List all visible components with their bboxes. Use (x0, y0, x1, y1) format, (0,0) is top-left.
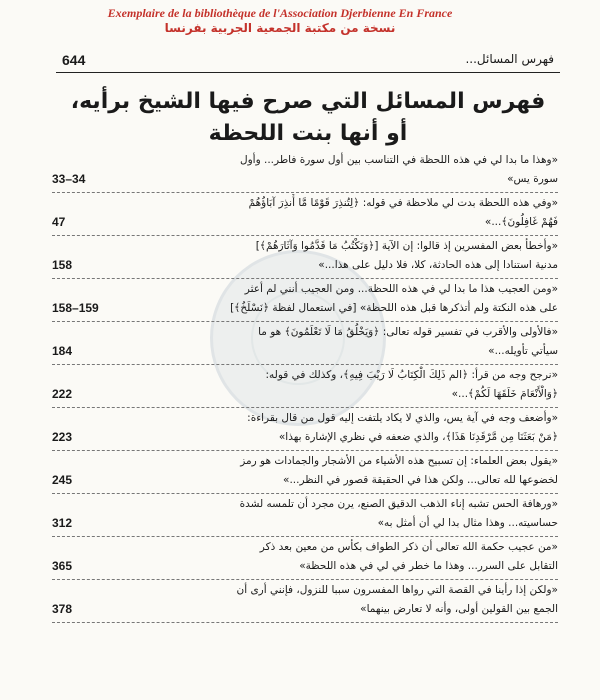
index-entry (52, 193, 558, 236)
page-number: 644 (62, 52, 86, 68)
index-entry (52, 451, 558, 494)
index-title (56, 86, 560, 150)
entry-page-ref: 158–159 (52, 301, 99, 315)
entry-page-ref: 47 (52, 215, 66, 229)
watermark-arabic: نسخة من مكتبة الجمعية الجربية بفرنسا (164, 21, 396, 35)
entry-text-line: مدنية استنادا إلى هذه الحادثة، كلا، فلا دليل على هذا...» (318, 259, 558, 271)
entry-text-line: «ومن العجيب هذا ما بدا لي في هذه اللحظة... ومن العجيب أنني لم أعثر (244, 283, 558, 295)
index-entry (52, 150, 558, 193)
entry-text-line: لخضوعها لله تعالى... ولكن هذا في الحقيقة قصور في النظر...» (283, 474, 558, 486)
title-line-2: أو أنها بنت اللحظة (208, 121, 408, 146)
entry-text-line: «وهذا ما بدا لي في هذه اللحظة في التناسب بين أول سورة فاطر... وأول (239, 154, 558, 166)
library-watermark (90, 6, 470, 36)
entry-text-line: «يقول بعض العلماء: إن تسبيح هذه الأشياء من الأشجار والجمادات هو رمز (240, 455, 558, 467)
entry-page-ref: 312 (52, 516, 73, 530)
index-entry (52, 408, 558, 451)
entry-text-line: «فالأولى والأقرب في تفسير قوله تعالى: ﴿وَيَخْلُقُ مَا لَا تَعْلَمُونَ﴾ هو ما (258, 326, 558, 338)
index-entries (52, 150, 558, 623)
entry-text-line: سورة يس» (507, 173, 558, 185)
title-line-1: فهرس المسائل التي صرح فيها الشيخ برأيه، (70, 89, 546, 114)
entry-page-ref: 33–34 (52, 172, 86, 186)
running-title: فهرس المسائل... (465, 52, 554, 66)
entry-page-ref: 245 (52, 473, 73, 487)
index-entry (52, 494, 558, 537)
index-entry (52, 322, 558, 365)
entry-text-line: ﴿مَنْ بَعَثَنَا مِن مَّرْقَدِنَا هَذَا﴾، والذي ضعفه في نظري الإشارة بهذا» (278, 431, 558, 443)
index-entry (52, 537, 558, 580)
entry-text-line: سيأتي تأويله...» (488, 345, 558, 357)
entry-page-ref: 223 (52, 430, 73, 444)
entry-text-line: «ولكن إذا رأينا في القصة التي رواها المفسرون سببا للنزول، فإنني أرى أن (236, 584, 558, 596)
entry-page-ref: 158 (52, 258, 73, 272)
entry-page-ref: 184 (52, 344, 73, 358)
entry-page-ref: 378 (52, 602, 73, 616)
entry-page-ref: 365 (52, 559, 73, 573)
entry-text-line: التقابل على السرر... وهذا ما خطر في لي في هذه اللحظة» (299, 560, 558, 572)
index-entry (52, 279, 558, 322)
entry-text-line: الجمع بين القولين أولى، وأنه لا تعارض بينهما» (360, 603, 558, 615)
entry-text-line: ﴿وَالْأَنْعَامَ خَلَقَهَا لَكُمْ﴾...» (451, 388, 558, 400)
entry-text-line: «وأضعف وجه في آية يس، والذي لا يكاد يلتفت إليه قول من قال بقراءة: (247, 412, 558, 424)
entry-text-line: «نرجح وجه من قرأ: ﴿الم ذَلِكَ الْكِتَابُ لَا رَيْبَ فِيهِ﴾، وكذلك في قوله: (265, 369, 558, 381)
index-entry (52, 580, 558, 623)
watermark-french: Exemplaire de la bibliothèque de l'Association Djerbienne En France (107, 6, 453, 20)
index-entry (52, 365, 558, 408)
page-header (56, 50, 560, 73)
entry-text-line: حساسيته... وهذا مثال بدا لي أن أمثل به» (377, 517, 558, 529)
entry-text-line: «ورهافة الحس تشبه إناء الذهب الدقيق الصنع، يرن مجرد أن تلمسه لشدة (239, 498, 558, 510)
index-entry (52, 236, 558, 279)
entry-text-line: «وفي هذه اللحظة بدت لي ملاحظة في قوله: ﴿لِتُنذِرَ قَوْمًا مَّا أُنذِرَ آبَاؤُهُمْ (248, 197, 558, 209)
entry-page-ref: 222 (52, 387, 73, 401)
entry-text-line: «من عجيب حكمة الله تعالى أن ذكر الطواف بكأس من معين بعد ذكر (259, 541, 558, 553)
entry-text-line: على هذه النكتة ولم أتذكرها قبل هذه اللحظة» [في استعمال لفظة ﴿نَسْلَخُ﴾] (230, 302, 558, 314)
entry-text-line: فَهُمْ غَافِلُونَ﴾...» (484, 216, 558, 228)
entry-text-line: «وأخطأ بعض المفسرين إذ قالوا: إن الآية [﴿وَنَكْتُبُ مَا قَدَّمُوا وَآثَارَهُمْ﴾] (255, 240, 558, 252)
